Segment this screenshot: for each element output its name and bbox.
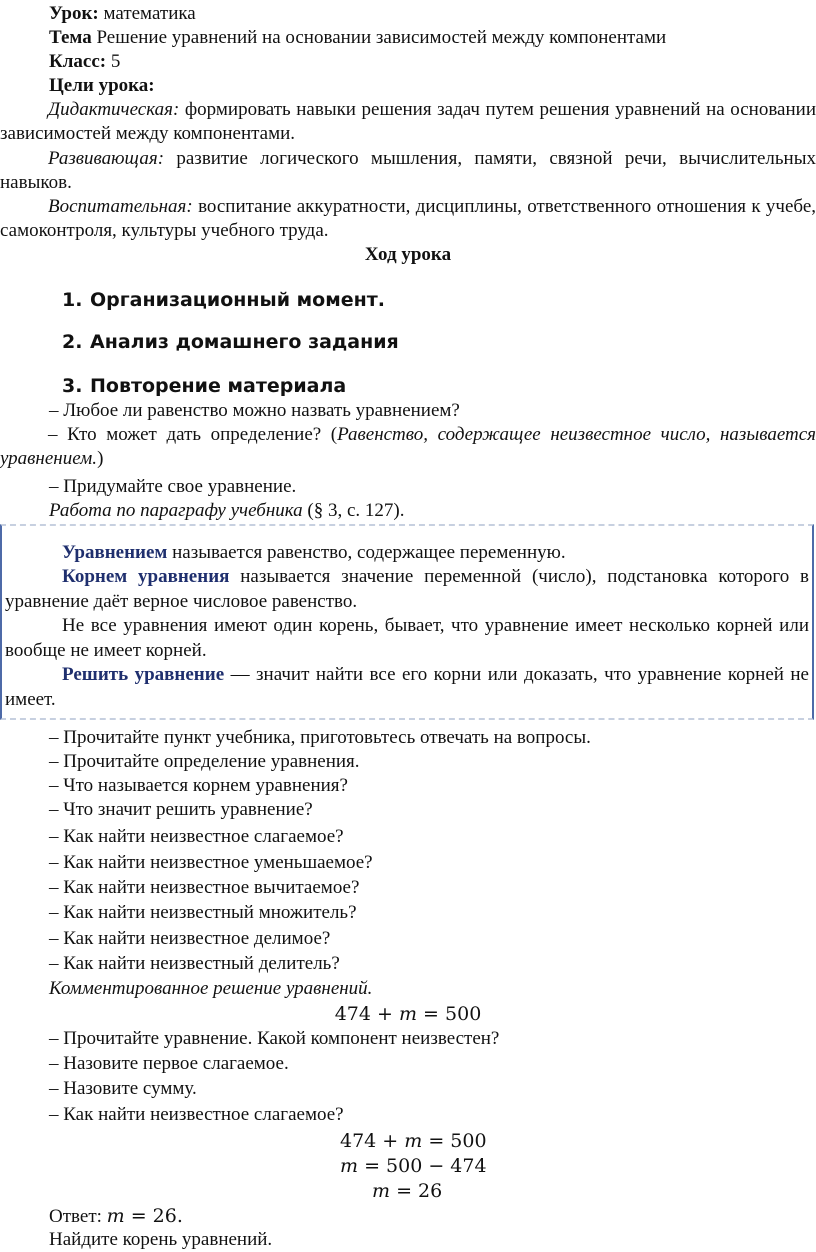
- section-3-heading: 3. Повторение материала: [62, 375, 347, 397]
- question-line: – Как найти неизвестное слагаемое?: [49, 1104, 344, 1125]
- goal-educational-text: воспитание аккуратности, дисциплины, ответственного отношения к учебе, самоконтроля, культуры учебного труда.: [0, 196, 816, 241]
- question-line: – Как найти неизвестное вычитаемое?: [49, 877, 360, 898]
- definition-answer: Равенство, содержащее неизвестное число, называется уравнением.: [0, 424, 816, 469]
- work-instruction: Работа по параграфу учебника (§ 3, с. 127).: [49, 500, 405, 521]
- goal-didactic-text: формировать навыки решения задач путем решения уравнений на основании зависимостей между компонентами.: [0, 99, 816, 144]
- goal-developing-label: Развивающая:: [48, 148, 165, 169]
- term-root: Корнем уравнения: [62, 566, 230, 587]
- question-line: – Как найти неизвестное слагаемое?: [49, 826, 344, 847]
- question-line: – Придумайте свое уравнение.: [49, 476, 297, 497]
- goal-educational-label: Воспитательная:: [48, 196, 193, 217]
- term-equation: Уравнением: [62, 542, 168, 563]
- question-line: – Что значит решить уравнение?: [49, 799, 313, 820]
- question-line: – Как найти неизвестное уменьшаемое?: [49, 852, 373, 873]
- term-solve: Решить уравнение: [62, 664, 225, 685]
- question-line: – Назовите сумму.: [49, 1078, 197, 1099]
- lesson-value: математика: [103, 3, 196, 24]
- commented-title: Комментированное решение уравнений.: [49, 978, 373, 999]
- goal-didactic: [0, 98, 816, 146]
- box-paragraph-4: Решить уравнение — значит найти все его корни или доказать, что уравнение корней не имеет.: [5, 664, 809, 710]
- grade-label: Класс:: [49, 51, 107, 72]
- definitions-box: [0, 524, 814, 720]
- equation-1: 474 + m = 500: [334, 1003, 482, 1025]
- box-paragraph-3: Не все уравнения имеют один корень, бывает, что уравнение имеет несколько корней или вообще не имеет корней.: [5, 615, 809, 661]
- question-line: – Прочитайте определение уравнения.: [49, 751, 360, 772]
- box-paragraph-1: Уравнением называется равенство, содержащее переменную.: [62, 542, 566, 563]
- goal-developing-text: развитие логического мышления, памяти, связной речи, вычислительных навыков.: [0, 148, 816, 193]
- goal-developing: [0, 147, 816, 195]
- solution-line: 474 + m = 500: [340, 1130, 487, 1152]
- answer-line: Ответ: m = 26.: [49, 1205, 183, 1227]
- question-line: – Назовите первое слагаемое.: [49, 1053, 289, 1074]
- definition-question: – Кто может дать определение? (Равенство, содержащее неизвестное число, называется уравнением.): [0, 424, 816, 469]
- grade-value: 5: [110, 51, 121, 72]
- final-instruction: Найдите корень уравнений.: [49, 1229, 273, 1250]
- question-line: – Как найти неизвестный делитель?: [49, 953, 340, 974]
- solution-line: m = 500 − 474: [340, 1155, 487, 1177]
- section-1-heading: 1. Организационный момент.: [62, 289, 385, 311]
- box-paragraph-2: Корнем уравнения называется значение переменной (число), подстановка которого в уравнение даёт верное числовое равенство.: [5, 566, 809, 612]
- topic-label: Тема: [49, 27, 92, 48]
- grade-line: [49, 50, 120, 74]
- course-title: Ход урока: [364, 244, 452, 265]
- lesson-line: [49, 2, 196, 26]
- topic-value: Решение уравнений на основании зависимостей между компонентами: [96, 27, 667, 48]
- question-line: – Прочитайте пункт учебника, приготовьтесь отвечать на вопросы.: [49, 727, 591, 748]
- question-line: – Что называется корнем уравнения?: [49, 775, 348, 796]
- topic-line: [49, 26, 666, 50]
- section-2-heading: 2. Анализ домашнего задания: [62, 331, 399, 353]
- lesson-label: Урок:: [49, 3, 99, 24]
- question-line: – Прочитайте уравнение. Какой компонент неизвестен?: [49, 1028, 500, 1049]
- question-line: – Как найти неизвестное делимое?: [49, 928, 331, 949]
- question-line: – Любое ли равенство можно назвать уравнением?: [49, 400, 460, 421]
- solution-line: m = 26: [372, 1180, 443, 1202]
- question-line: – Как найти неизвестный множитель?: [49, 902, 357, 923]
- goal-didactic-label: Дидактическая:: [48, 99, 180, 120]
- goal-educational: [0, 195, 816, 243]
- goals-heading: Цели урока:: [49, 75, 155, 96]
